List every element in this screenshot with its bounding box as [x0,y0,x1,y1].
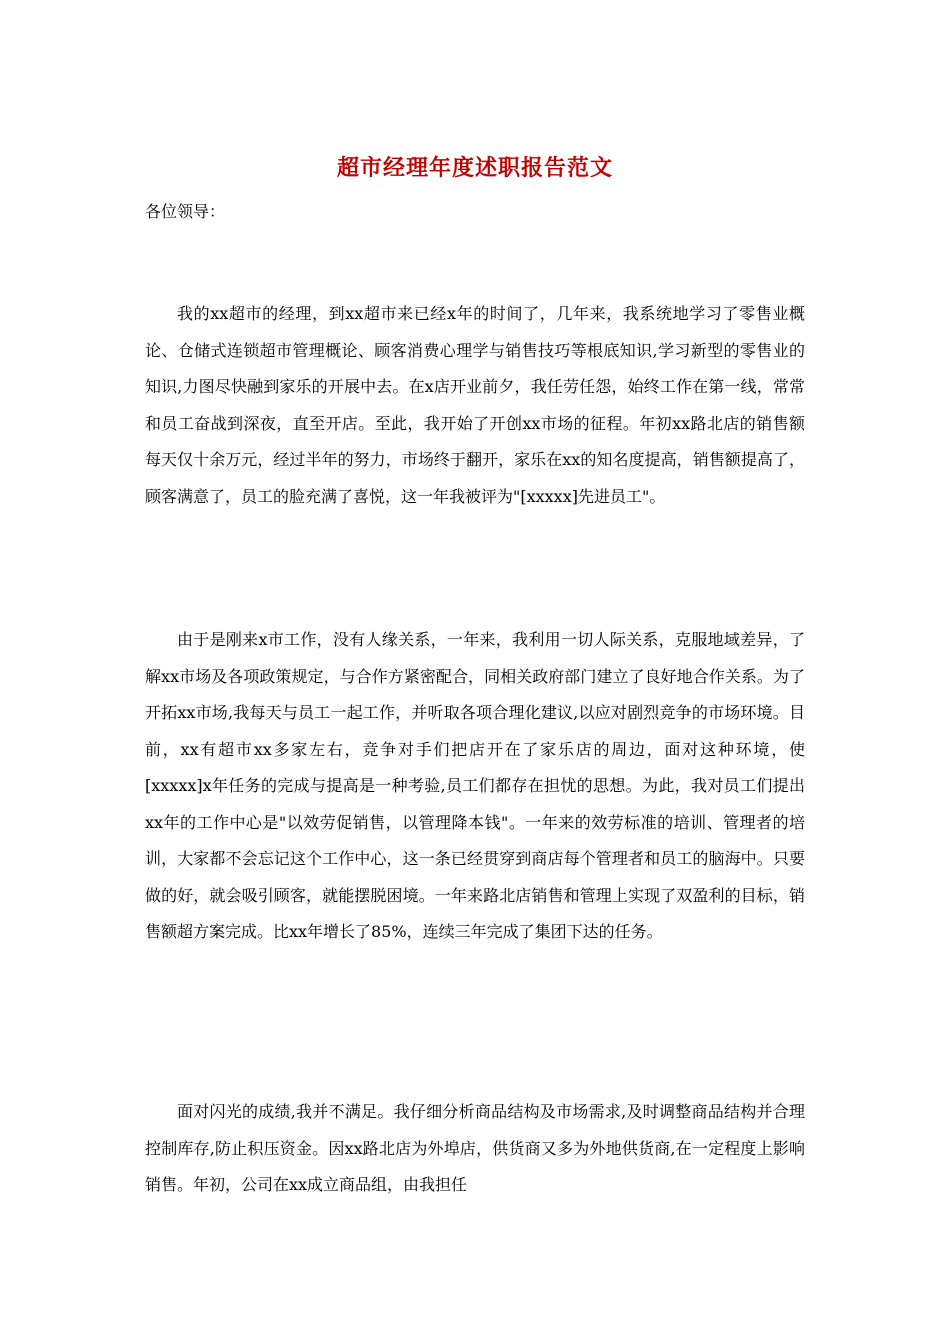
body-paragraph-3: 面对闪光的成绩,我并不满足。我仔细分析商品结构及市场需求,及时调整商品结构并合理控制库存,防止积压资金。因xx路北店为外埠店，供货商又多为外地供货商,在一定程度上影响销售。年初，公司在xx成立商品组，由我担任 [145,1102,805,1194]
body-paragraph-1: 我的xx超市的经理，到xx超市来已经x年的时间了，几年来，我系统地学习了零售业概论、仓储式连锁超市管理概论、顾客消费心理学与销售技巧等根底知识,学习新型的零售业的知识,力图尽快融到家乐的开展中去。在x店开业前夕，我任劳任怨，始终工作在第一线，常常和员工奋战到深夜，直至开店。至此，我开始了开创xx市场的征程。年初xx路北店的销售额每天仅十余万元，经过半年的努力，市场终于翻开，家乐在xx的知名度提高，销售额提高了，顾客满意了，员工的脸充满了喜悦，这一年我被评为"[xxxxx]先进员工"。 [145,304,805,506]
body-paragraph-2: 由于是刚来x市工作，没有人缘关系，一年来，我利用一切人际关系，克服地域差异，了解xx市场及各项政策规定，与合作方紧密配合，同相关政府部门建立了良好地合作关系。为了开拓xx市场,我每天与员工一起工作，并听取各项合理化建议,以应对剧烈竞争的市场环境。目前，xx有超市xx多家左右，竞争对手们把店开在了家乐店的周边，面对这种环境，使[xxxxx]x年任务的完成与提高是一种考验,员工们都存在担忧的思想。为此，我对员工们提出xx年的工作中心是"以效劳促销售，以管理降本钱"。一年来的效劳标准的培训、管理者的培训，大家都不会忘记这个工作中心，这一条已经贯穿到商店每个管理者和员工的脑海中。只要做的好，就会吸引顾客，就能摆脱困境。一年来路北店销售和管理上实现了双盈利的目标，销售额超方案完成。比xx年增长了85%，连续三年完成了集团下达的任务。 [145,630,805,941]
document-title: 超市经理年度述职报告范文 [336,155,613,181]
salutation: 各位领导： [145,202,226,221]
